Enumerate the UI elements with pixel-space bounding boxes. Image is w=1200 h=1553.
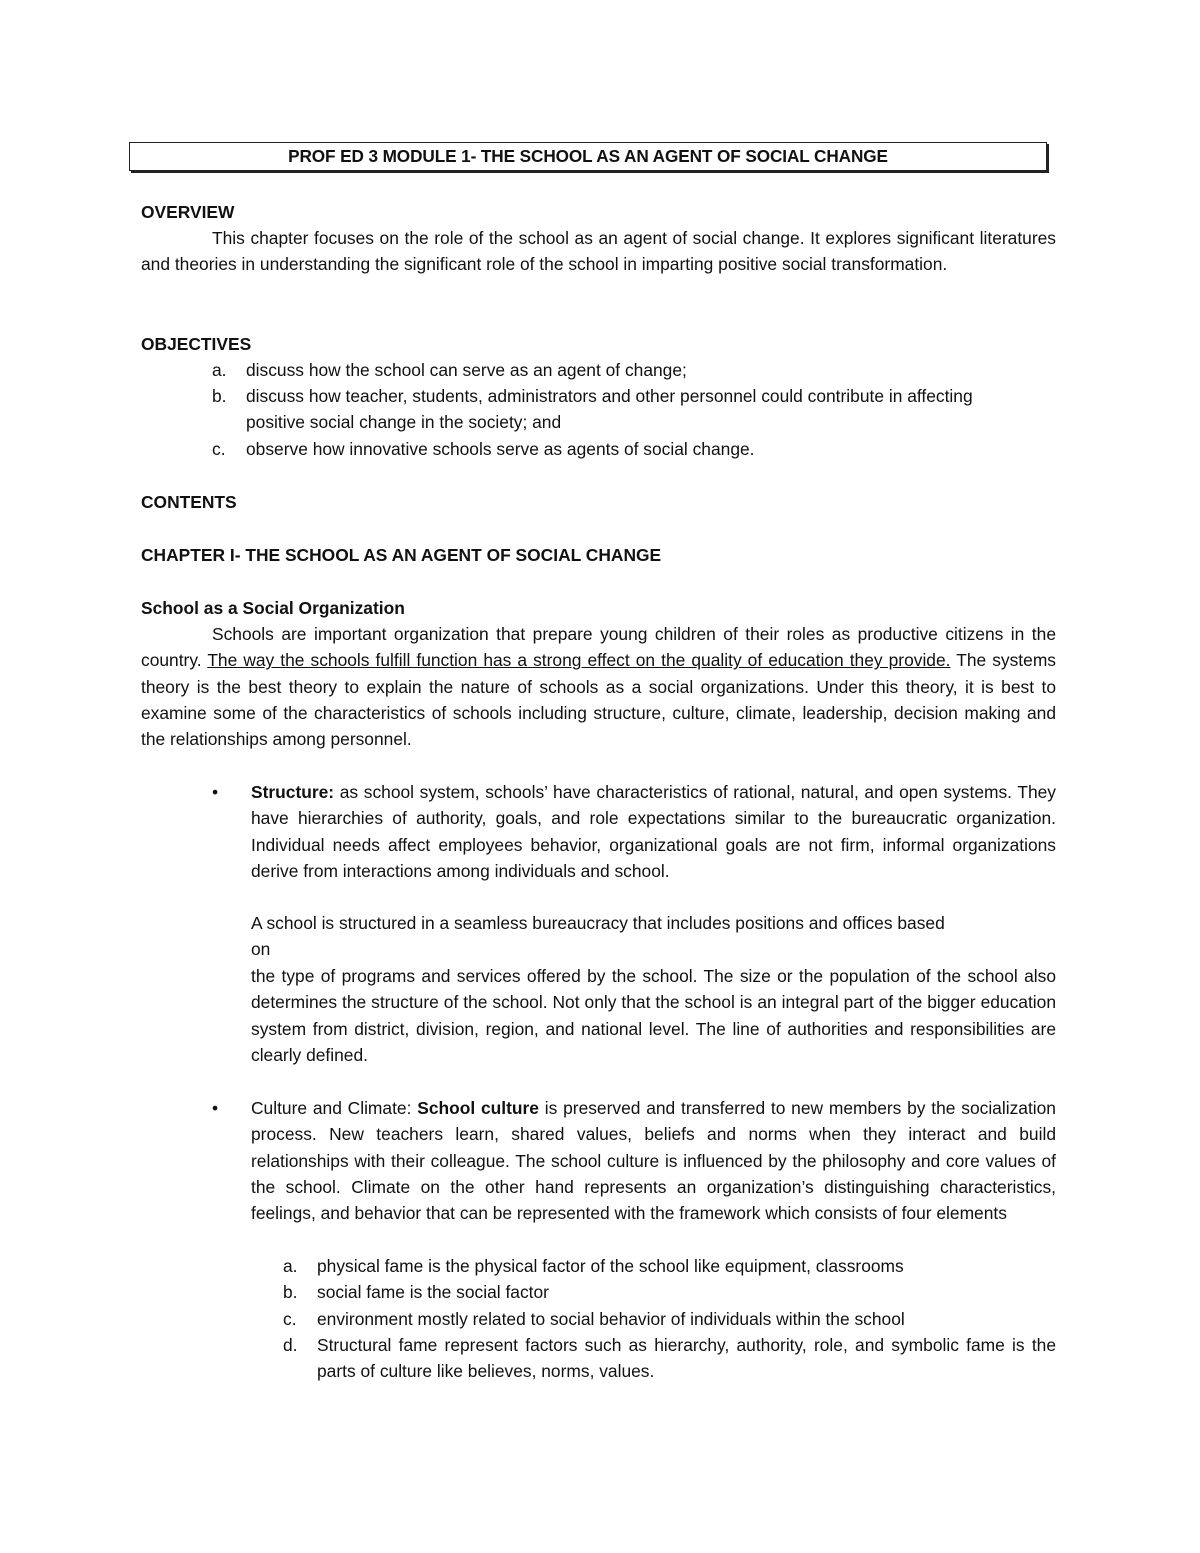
list-marker: b.: [283, 1282, 298, 1302]
structure-p2-line2: on: [251, 939, 271, 959]
paragraph-text: The systems theory is the best theory to explain the nature of schools as a social organizations. Under this theory, it is best to examine some of the characteristics of schools including structure, culture, climate, leadership, decision making and the relationships among personnel.: [141, 650, 1056, 750]
underlined-sentence: The way the schools fulfill function has a strong effect on the quality of education they provide.: [207, 650, 951, 671]
climate-item: [283, 1332, 1056, 1385]
climate-item-text: physical fame is the physical factor of the school like equipment, classrooms: [317, 1256, 904, 1276]
section-paragraph: [141, 621, 1056, 752]
section-heading: School as a Social Organization: [141, 598, 405, 618]
list-marker: d.: [283, 1335, 298, 1355]
module-title: PROF ED 3 MODULE 1- THE SCHOOL AS AN AGENT OF SOCIAL CHANGE: [129, 142, 1047, 171]
structure-p2-line1: A school is structured in a seamless bureaucracy that includes positions and offices based: [251, 913, 945, 933]
objective-text: discuss how the school can serve as an agent of change;: [246, 360, 687, 380]
bullet-icon: •: [212, 1098, 219, 1118]
paragraph-text: is preserved and transferred to new members by the socialization process. New teachers learn, shared values, beliefs and norms when they interact and build relationships with their colleague. The school culture is influenced by the philosophy and core values of the school. Climate on the other hand represents an organization’s distinguishing characteristics, feelings, and behavior that can be represented with the framework which consists of four elements: [251, 1098, 1056, 1224]
structure-label: Structure:: [251, 782, 335, 802]
objective-item: [212, 383, 1012, 436]
climate-item: [283, 1253, 1056, 1279]
bullet-icon: •: [212, 782, 219, 802]
list-marker: a.: [283, 1256, 298, 1276]
objective-text: observe how innovative schools serve as agents of social change.: [246, 439, 755, 459]
culture-paragraph: [251, 1095, 1056, 1226]
climate-item: [283, 1306, 1056, 1332]
structure-paragraph: [251, 779, 1056, 884]
contents-heading: CONTENTS: [141, 492, 237, 512]
culture-label: Culture and Climate:: [251, 1098, 418, 1118]
list-marker: c.: [283, 1309, 297, 1329]
overview-heading: OVERVIEW: [141, 202, 235, 222]
list-marker: b.: [212, 386, 227, 406]
list-marker: c.: [212, 439, 226, 459]
climate-item-text: Structural fame represent factors such as hierarchy, authority, role, and symbolic fame is the parts of culture like believes, norms, values.: [317, 1335, 1056, 1382]
paragraph-text: Schools are important organization that prepare young children of their roles as productive citizens in the country.: [141, 624, 1056, 671]
objectives-heading: OBJECTIVES: [141, 334, 252, 354]
chapter-heading: CHAPTER I- THE SCHOOL AS AN AGENT OF SOCIAL CHANGE: [141, 545, 662, 565]
climate-item-text: social fame is the social factor: [317, 1282, 549, 1302]
objective-text: discuss how teacher, students, administrators and other personnel could contribute in affecting positive social change in the society; and: [246, 386, 973, 433]
paragraph-text: as school system, schools’ have characteristics of rational, natural, and open systems. They have hierarchies of authority, goals, and role expectations similar to the bureaucratic organization. Individual needs affect employees behavior, organizational goals are not firm, informal organizations derive from interactions among individuals and school.: [251, 782, 1056, 881]
list-marker: a.: [212, 360, 227, 380]
climate-item-text: environment mostly related to social behavior of individuals within the school: [317, 1309, 905, 1329]
climate-item: [283, 1279, 1056, 1305]
culture-bold-term: School culture: [417, 1098, 539, 1118]
objective-item: [212, 357, 1012, 383]
overview-paragraph: This chapter focuses on the role of the school as an agent of social change. It explores significant literatures and theories in understanding the significant role of the school in imparting positive social transformation.: [141, 228, 1056, 275]
objective-item: [212, 436, 1012, 462]
structure-p2-rest: the type of programs and services offered by the school. The size or the population of the school also determines the structure of the school. Not only that the school is an integral part of the bigger education system from district, division, region, and national level. The line of authorities and responsibilities are clearly defined.: [251, 966, 1056, 1065]
